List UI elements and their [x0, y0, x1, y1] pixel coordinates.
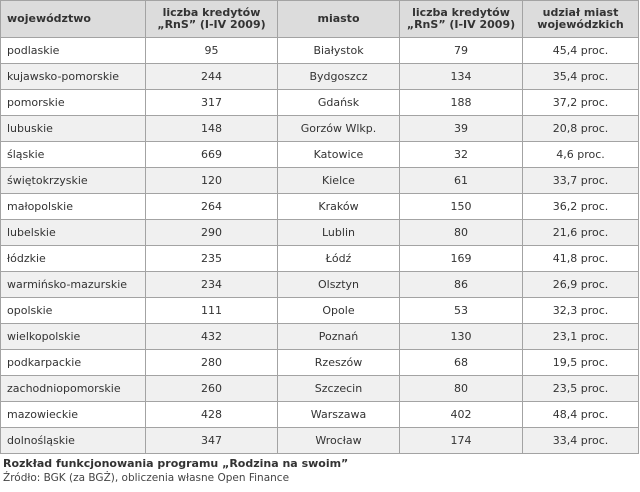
- cell-miasto: Poznań: [278, 324, 400, 350]
- cell-udzial: 35,4 proc.: [523, 64, 639, 90]
- table-row: [1, 324, 639, 350]
- table-caption: Rozkład funkcjonowania programu „Rodzina na swoim”: [3, 457, 349, 470]
- cell-liczba-miasto: 32: [400, 142, 523, 168]
- cell-wojewodztwo: dolnośląskie: [1, 428, 146, 454]
- cell-miasto: Gorzów Wlkp.: [278, 116, 400, 142]
- table-row: [1, 90, 639, 116]
- cell-miasto: Białystok: [278, 38, 400, 64]
- cell-liczba-miasto: 150: [400, 194, 523, 220]
- cell-liczba-woj: 264: [146, 194, 278, 220]
- cell-wojewodztwo: pomorskie: [1, 90, 146, 116]
- table-row: [1, 64, 639, 90]
- cell-udzial: 41,8 proc.: [523, 246, 639, 272]
- cell-wojewodztwo: lubuskie: [1, 116, 146, 142]
- cell-wojewodztwo: świętokrzyskie: [1, 168, 146, 194]
- cell-liczba-woj: 317: [146, 90, 278, 116]
- cell-wojewodztwo: zachodniopomorskie: [1, 376, 146, 402]
- cell-miasto: Kielce: [278, 168, 400, 194]
- cell-liczba-woj: 120: [146, 168, 278, 194]
- cell-liczba-miasto: 61: [400, 168, 523, 194]
- cell-udzial: 23,5 proc.: [523, 376, 639, 402]
- cell-miasto: Bydgoszcz: [278, 64, 400, 90]
- cell-liczba-woj: 260: [146, 376, 278, 402]
- cell-wojewodztwo: mazowieckie: [1, 402, 146, 428]
- table-row: [1, 116, 639, 142]
- cell-wojewodztwo: podkarpackie: [1, 350, 146, 376]
- cell-liczba-woj: 148: [146, 116, 278, 142]
- cell-miasto: Szczecin: [278, 376, 400, 402]
- header-miasto: miasto: [278, 1, 400, 38]
- table-row: [1, 376, 639, 402]
- cell-udzial: 20,8 proc.: [523, 116, 639, 142]
- table-row: [1, 350, 639, 376]
- header-udzial: udział miast wojewódzkich: [523, 1, 639, 38]
- cell-wojewodztwo: warmińsko-mazurskie: [1, 272, 146, 298]
- cell-liczba-miasto: 80: [400, 220, 523, 246]
- cell-liczba-miasto: 80: [400, 376, 523, 402]
- cell-wojewodztwo: opolskie: [1, 298, 146, 324]
- cell-liczba-woj: 235: [146, 246, 278, 272]
- cell-wojewodztwo: wielkopolskie: [1, 324, 146, 350]
- header-liczba-kredytow-miasto: liczba kredytów „RnS” (I-IV 2009): [400, 1, 523, 38]
- cell-wojewodztwo: podlaskie: [1, 38, 146, 64]
- cell-miasto: Katowice: [278, 142, 400, 168]
- cell-liczba-woj: 432: [146, 324, 278, 350]
- cell-miasto: Wrocław: [278, 428, 400, 454]
- cell-udzial: 21,6 proc.: [523, 220, 639, 246]
- table-row: [1, 220, 639, 246]
- cell-liczba-woj: 280: [146, 350, 278, 376]
- table-row: [1, 142, 639, 168]
- table-body: [1, 38, 639, 454]
- cell-udzial: 36,2 proc.: [523, 194, 639, 220]
- figure-footer: [0, 456, 640, 485]
- table-row: [1, 246, 639, 272]
- table-header: [1, 1, 639, 38]
- cell-miasto: Lublin: [278, 220, 400, 246]
- header-wojewodztwo: województwo: [1, 1, 146, 38]
- cell-wojewodztwo: małopolskie: [1, 194, 146, 220]
- cell-liczba-woj: 95: [146, 38, 278, 64]
- cell-udzial: 45,4 proc.: [523, 38, 639, 64]
- cell-liczba-miasto: 188: [400, 90, 523, 116]
- cell-miasto: Łódź: [278, 246, 400, 272]
- cell-wojewodztwo: kujawsko-pomorskie: [1, 64, 146, 90]
- cell-liczba-miasto: 169: [400, 246, 523, 272]
- cell-liczba-woj: 111: [146, 298, 278, 324]
- cell-liczba-woj: 669: [146, 142, 278, 168]
- cell-liczba-miasto: 68: [400, 350, 523, 376]
- cell-wojewodztwo: łódzkie: [1, 246, 146, 272]
- table-row: [1, 428, 639, 454]
- table-row: [1, 194, 639, 220]
- cell-wojewodztwo: lubelskie: [1, 220, 146, 246]
- cell-udzial: 23,1 proc.: [523, 324, 639, 350]
- table-row: [1, 272, 639, 298]
- cell-miasto: Olsztyn: [278, 272, 400, 298]
- cell-udzial: 37,2 proc.: [523, 90, 639, 116]
- cell-miasto: Kraków: [278, 194, 400, 220]
- cell-udzial: 48,4 proc.: [523, 402, 639, 428]
- cell-liczba-miasto: 79: [400, 38, 523, 64]
- cell-udzial: 19,5 proc.: [523, 350, 639, 376]
- cell-liczba-miasto: 402: [400, 402, 523, 428]
- cell-miasto: Gdańsk: [278, 90, 400, 116]
- cell-liczba-woj: 290: [146, 220, 278, 246]
- source-note: Źródło: BGK (za BGŻ), obliczenia własne Open Finance: [3, 472, 290, 484]
- cell-liczba-woj: 244: [146, 64, 278, 90]
- header-row: [1, 1, 639, 38]
- cell-liczba-miasto: 134: [400, 64, 523, 90]
- table-row: [1, 168, 639, 194]
- header-liczba-kredytow-woj: liczba kredytów „RnS” (I-IV 2009): [146, 1, 278, 38]
- table-row: [1, 298, 639, 324]
- cell-miasto: Rzeszów: [278, 350, 400, 376]
- cell-udzial: 4,6 proc.: [523, 142, 639, 168]
- table-row: [1, 38, 639, 64]
- cell-liczba-miasto: 39: [400, 116, 523, 142]
- cell-miasto: Opole: [278, 298, 400, 324]
- cell-udzial: 33,7 proc.: [523, 168, 639, 194]
- cell-liczba-woj: 347: [146, 428, 278, 454]
- cell-liczba-miasto: 86: [400, 272, 523, 298]
- cell-udzial: 26,9 proc.: [523, 272, 639, 298]
- cell-liczba-miasto: 174: [400, 428, 523, 454]
- cell-wojewodztwo: śląskie: [1, 142, 146, 168]
- cell-liczba-woj: 428: [146, 402, 278, 428]
- cell-miasto: Warszawa: [278, 402, 400, 428]
- cell-liczba-miasto: 130: [400, 324, 523, 350]
- cell-liczba-miasto: 53: [400, 298, 523, 324]
- table-row: [1, 402, 639, 428]
- cell-udzial: 33,4 proc.: [523, 428, 639, 454]
- cell-liczba-woj: 234: [146, 272, 278, 298]
- cell-udzial: 32,3 proc.: [523, 298, 639, 324]
